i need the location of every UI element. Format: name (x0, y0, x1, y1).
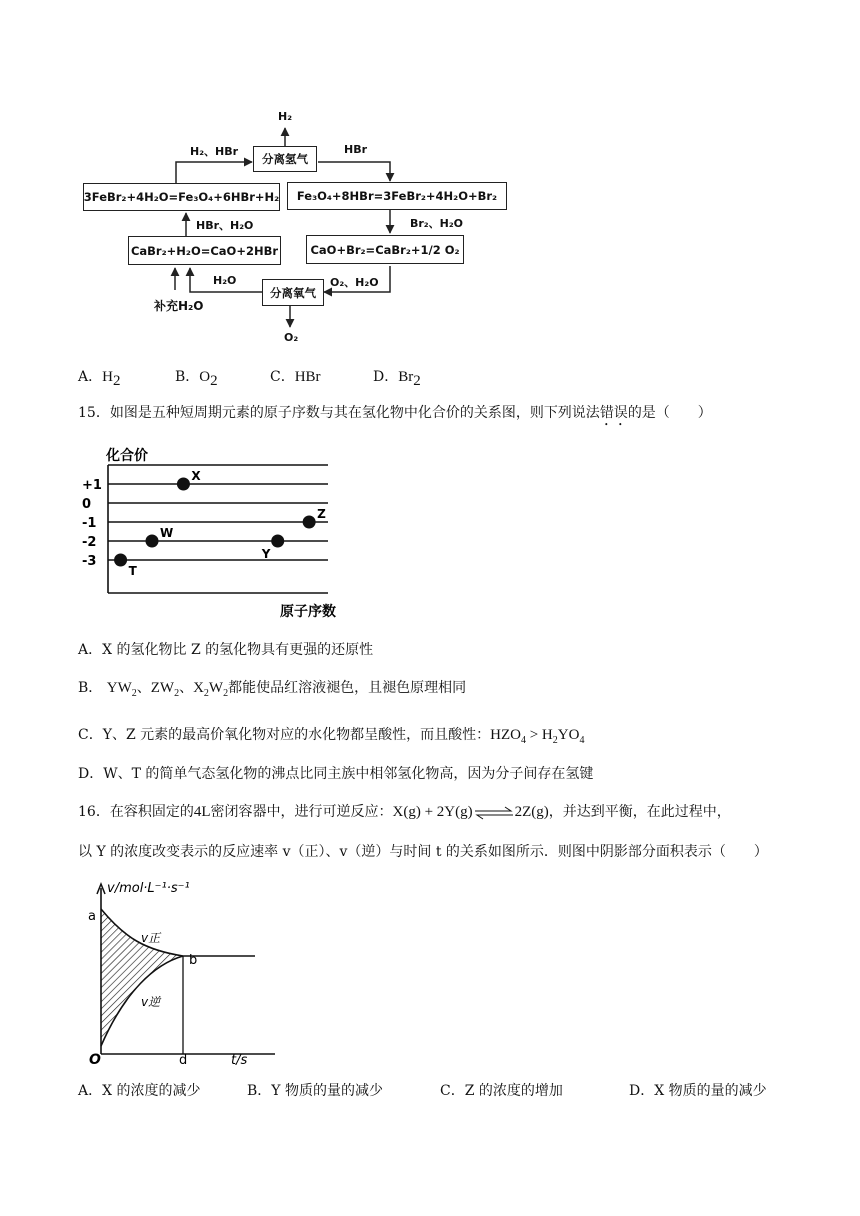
q14-option-d[interactable] (373, 366, 421, 390)
formula-zw2: $ZW_2$ (150, 680, 180, 699)
reaction-equation: X(g) + 2Y(g) 2Z(g) (392, 804, 549, 820)
y-tick-label: -1 (82, 516, 97, 531)
hbr-h2o-label: HBr、H₂O (196, 219, 254, 232)
y-tick-label: -2 (82, 535, 97, 550)
separate-hydrogen-box: 分离氢气 (253, 146, 317, 172)
q15-emphasis: 错误 (599, 405, 628, 421)
option-subscript: 2 (413, 372, 421, 389)
point-a-label: a (88, 909, 96, 924)
option-letter: D． (373, 369, 399, 385)
option-formula: Br (398, 369, 414, 385)
q16-option-a[interactable]: A．X 的浓度的减少 (78, 1083, 201, 1099)
point-label-z: Z (317, 507, 326, 521)
h2o-label: H₂O (213, 274, 237, 287)
flow-arrows (0, 0, 560, 360)
data-point-x (177, 478, 190, 491)
br2-h2o-label: Br₂、H₂O (410, 217, 464, 230)
option-formula: HBr (294, 369, 321, 385)
supplement-water-label: 补充H₂O (154, 299, 204, 313)
data-point-t (114, 554, 127, 567)
volume: 4L (193, 804, 211, 820)
x-axis-label: t/s (231, 1053, 248, 1066)
q15-stem-end: 的是（ ） (627, 405, 712, 421)
q16-option-c[interactable]: C．Z 的浓度的增加 (440, 1083, 563, 1099)
point-d-label: d (179, 1053, 188, 1066)
point-label-y: Y (261, 547, 271, 561)
hbr-label: HBr (344, 143, 368, 156)
q16-stem-line2: 以 Y 的浓度改变表示的反应速率 v（正）、v（逆）与时间 t 的关系如图所示．则图中阴影部分面积表示（ ） (78, 844, 768, 860)
o2-h2o-label: O₂、H₂O (330, 276, 379, 289)
separate-oxygen-box: 分离氧气 (262, 279, 324, 306)
reversible-arrow-icon (473, 806, 515, 820)
q15-option-d[interactable]: D．W、T 的简单气态氢化物的沸点比同主族中相邻氢化物高，因为分子间存在氢键 (78, 766, 594, 782)
data-point-y (271, 535, 284, 548)
fe3o4-hbr-box: Fe₃O₄+8HBr=3FeBr₂+4H₂O+Br₂ (287, 182, 507, 210)
option-subscript: 2 (112, 372, 121, 389)
forward-rate-label: v正 (141, 931, 161, 945)
q15-option-c[interactable] (78, 725, 584, 751)
rate-time-graph (85, 876, 285, 1066)
q15-stem (78, 403, 712, 429)
option-letter: B． (78, 680, 103, 696)
option-formula: H (102, 369, 113, 385)
q15-option-a[interactable]: A．X 的氢化物比 Z 的氢化物具有更强的还原性 (78, 642, 374, 658)
option-letter: A． (78, 369, 103, 385)
valence-chart (80, 445, 360, 625)
h2-hbr-label: H₂、HBr (190, 145, 239, 158)
q14-option-a[interactable] (78, 366, 120, 390)
chart-y-axis-label: 化合价 (106, 448, 148, 464)
point-label-x: X (191, 469, 201, 483)
point-label-w: W (160, 526, 174, 540)
data-point-z (303, 516, 316, 529)
option-letter: C． (270, 369, 295, 385)
q16-stem-line1 (78, 802, 731, 822)
y-axis-label: v/mol·L⁻¹·s⁻¹ (107, 881, 190, 896)
chart-x-axis-label: 原子序数 (280, 604, 336, 620)
formula-yw2: $YW_2$ (106, 680, 137, 699)
option-formula: O (199, 369, 211, 385)
q16-option-d[interactable]: D．X 物质的量的减少 (629, 1083, 767, 1099)
cao-br2-box: CaO+Br₂=CaBr₂+1/2 O₂ (306, 235, 464, 264)
formula-x2w2: $X_2W_2$ (193, 680, 229, 699)
o2-output-label: O₂ (284, 331, 299, 344)
cabr2-hydrolysis-box: CaBr₂+H₂O=CaO+2HBr (128, 236, 281, 265)
origin-label: O (89, 1052, 101, 1066)
point-b-label: b (189, 953, 198, 968)
point-label-t: T (128, 564, 137, 578)
option-text: C．Y、Z 元素的最高价氧化物对应的水化物都呈酸性，而且酸性： (78, 727, 491, 743)
y-tick-label: 0 (82, 497, 92, 512)
h2-output-label: H₂ (278, 110, 293, 123)
q16-text: ，并达到平衡，在此过程中， (548, 804, 731, 820)
q15-option-b[interactable]: B． $YW_2$、$ZW_2$、$X_2W_2$都能使品红溶液褪色，且褪色原理相同 (78, 680, 467, 699)
q14-option-c[interactable] (270, 366, 321, 386)
y-tick-label: +1 (82, 478, 102, 493)
q15-stem-text: 15．如图是五种短周期元素的原子序数与其在氢化物中化合价的关系图，则下列说法 (78, 405, 600, 421)
y-tick-label: -3 (82, 554, 97, 569)
shaded-area (101, 909, 183, 1046)
feBr2-hydrolysis-box: 3FeBr₂+4H₂O=Fe₃O₄+6HBr+H₂ (83, 183, 280, 211)
data-point-w (146, 535, 159, 548)
option-text: 都能使品红溶液褪色，且褪色原理相同 (228, 680, 467, 696)
acidity-comparison: $HZO_4 > H_2YO_4$ (490, 727, 585, 746)
q14-option-b[interactable] (175, 366, 218, 390)
q16-text: 16．在容积固定的 (78, 804, 194, 820)
reverse-rate-label: v逆 (141, 995, 161, 1009)
q16-text: 密闭容器中，进行可逆反应： (210, 804, 393, 820)
q16-option-b[interactable]: B．Y 物质的量的减少 (247, 1083, 383, 1099)
option-subscript: 2 (210, 372, 218, 389)
option-letter: B． (175, 369, 200, 385)
